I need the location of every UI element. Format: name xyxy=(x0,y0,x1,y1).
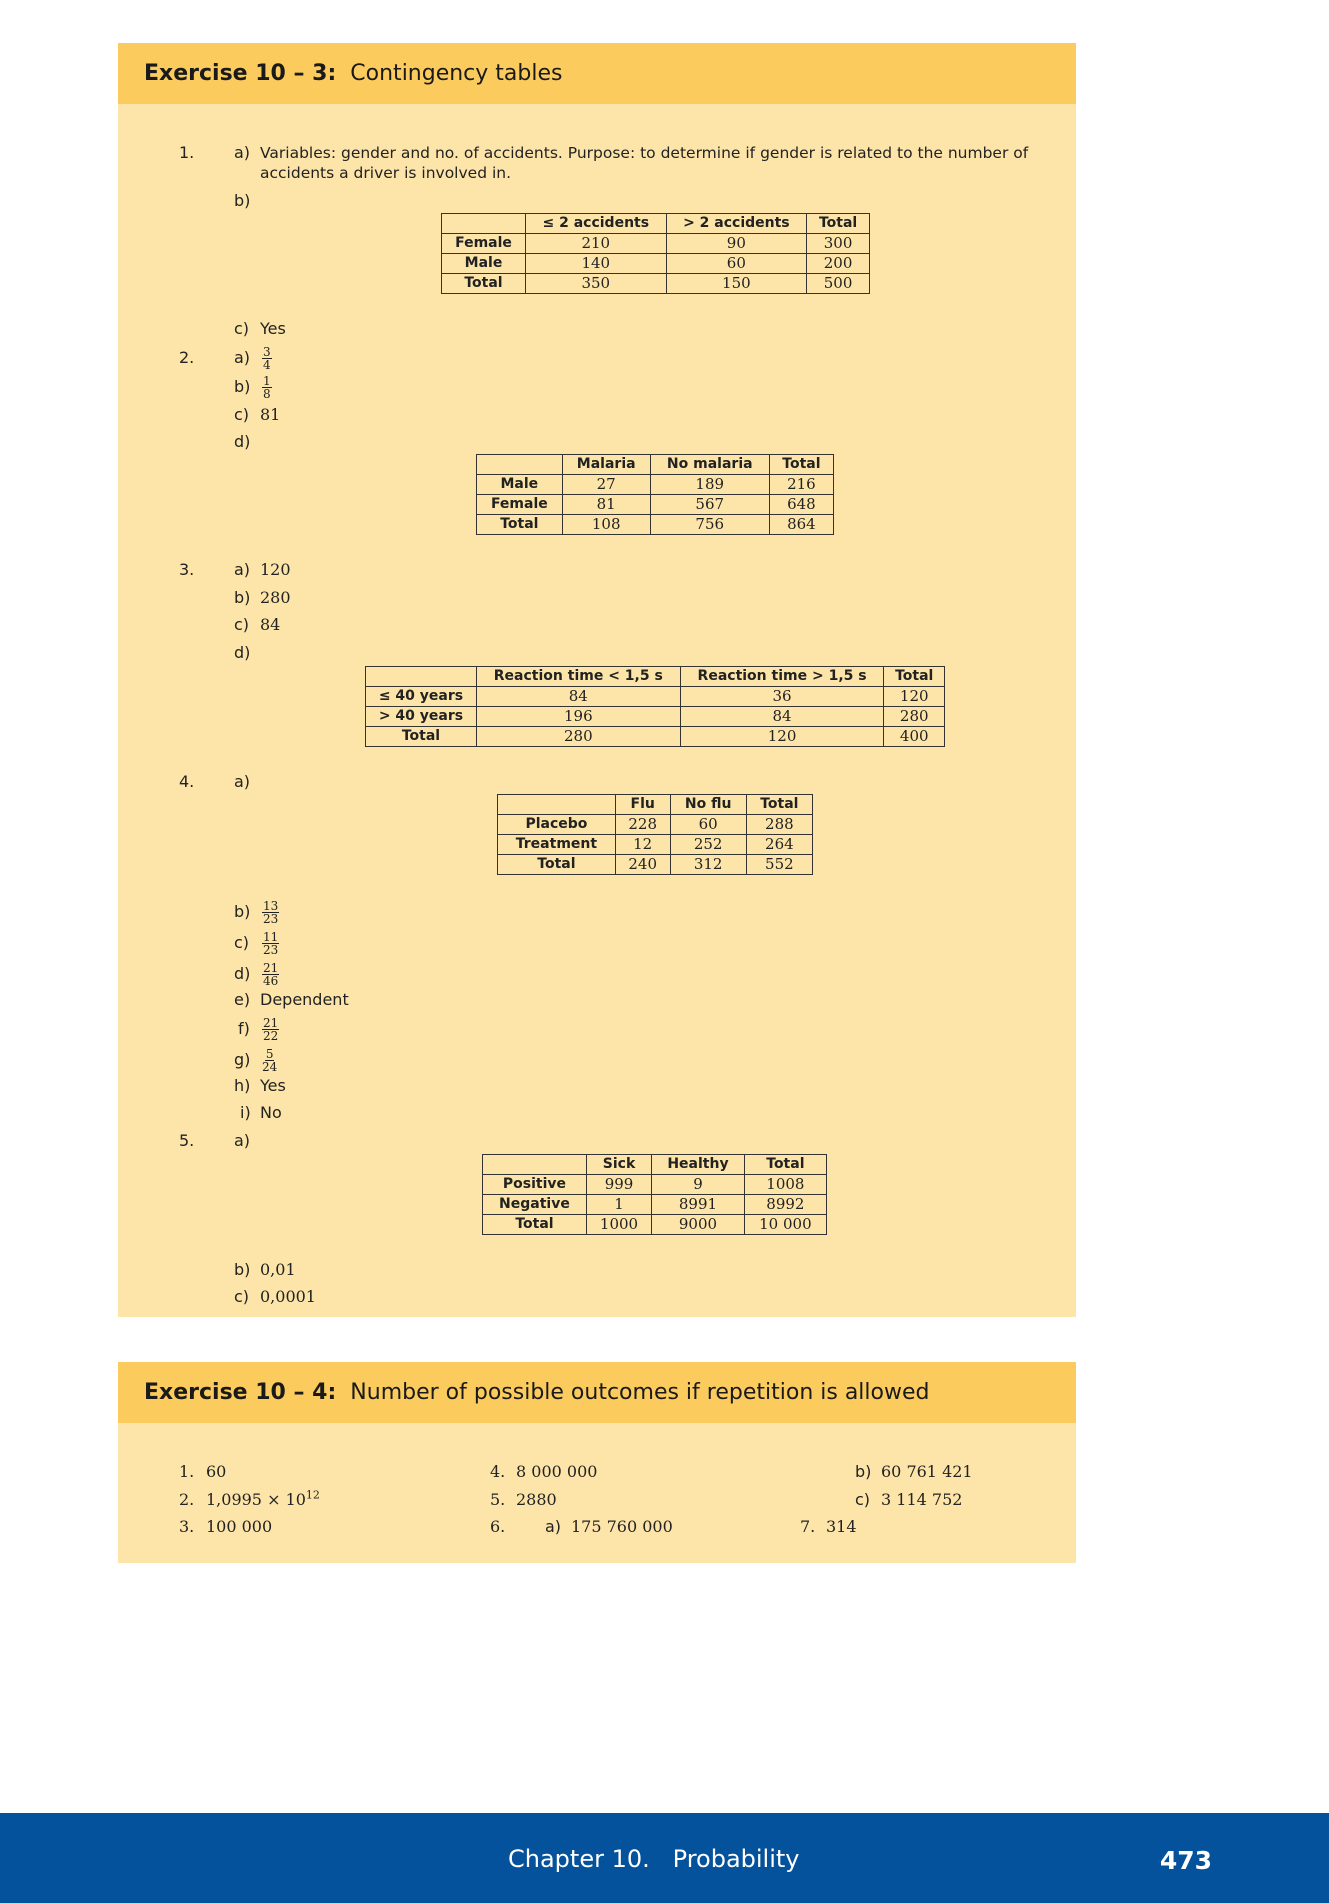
table-row xyxy=(498,795,813,815)
table-cell: 567 xyxy=(650,495,769,515)
q5-b-label: b) xyxy=(234,1260,251,1279)
denominator: 23 xyxy=(263,912,279,926)
column-header: No flu xyxy=(670,795,746,815)
table-cell: 280 xyxy=(884,707,945,727)
ex4-item-7-answer: 314 xyxy=(826,1517,857,1536)
table-cell: 999 xyxy=(586,1175,651,1195)
q4-c-fraction xyxy=(262,931,279,956)
table-row xyxy=(442,234,870,254)
table-row xyxy=(442,274,870,294)
ex4-item-3-number: 3. xyxy=(179,1517,195,1536)
q4-h-label: h) xyxy=(234,1076,251,1095)
row-header: Total xyxy=(442,274,526,294)
numerator: 21 xyxy=(263,1016,279,1030)
q4-b-fraction xyxy=(262,900,279,925)
table-cell: 500 xyxy=(807,274,870,294)
row-header: Positive xyxy=(483,1175,587,1195)
q1-a-label: a) xyxy=(234,143,251,162)
table-cell: 120 xyxy=(680,727,884,747)
exercise-10-4-header xyxy=(118,1362,1076,1423)
ex4-item-4-answer: 8 000 000 xyxy=(516,1462,598,1481)
table-row xyxy=(477,495,834,515)
ex4-item-5-answer: 2880 xyxy=(516,1490,557,1509)
table-cell: 648 xyxy=(769,495,833,515)
q5-b-answer: 0,01 xyxy=(260,1260,296,1279)
denominator: 4 xyxy=(263,358,271,372)
empty-cell xyxy=(498,795,616,815)
column-header: Total xyxy=(769,455,833,475)
q1-number: 1. xyxy=(179,143,195,162)
numerator: 1 xyxy=(263,374,271,388)
ex4-item-6a-answer: 175 760 000 xyxy=(571,1517,673,1536)
ex4-item-3-answer: 100 000 xyxy=(206,1517,273,1536)
q3-a-label: a) xyxy=(234,560,251,579)
empty-cell xyxy=(483,1155,587,1175)
table-row xyxy=(477,455,834,475)
table-cell: 240 xyxy=(615,855,670,875)
table-cell: 228 xyxy=(615,815,670,835)
column-header: Sick xyxy=(586,1155,651,1175)
q2-a-label: a) xyxy=(234,348,251,367)
table-row xyxy=(366,727,945,747)
q5-c-answer: 0,0001 xyxy=(260,1287,316,1306)
row-header: Total xyxy=(498,855,616,875)
q4-i-label: i) xyxy=(240,1103,251,1122)
table-cell: 864 xyxy=(769,515,833,535)
row-header: Total xyxy=(483,1215,587,1235)
q1-contingency-table xyxy=(441,213,870,294)
table-row xyxy=(442,214,870,234)
q4-e-answer: Dependent xyxy=(260,990,349,1009)
table-cell: 36 xyxy=(680,687,884,707)
q3-number: 3. xyxy=(179,560,195,579)
q5-a-label: a) xyxy=(234,1131,251,1150)
q1-c-label: c) xyxy=(234,319,250,338)
denominator: 24 xyxy=(262,1060,278,1074)
ex4-item-2-answer xyxy=(206,1490,320,1510)
q2-b-label: b) xyxy=(234,377,251,396)
row-header: Male xyxy=(477,475,563,495)
q2-b-fraction xyxy=(262,375,272,400)
table-cell: 60 xyxy=(666,254,807,274)
q4-g-label: g) xyxy=(234,1050,251,1069)
q2-c-answer: 81 xyxy=(260,405,281,424)
column-header: Reaction time < 1,5 s xyxy=(476,667,680,687)
ex4-item-1-number: 1. xyxy=(179,1462,195,1481)
table-cell: 264 xyxy=(746,835,812,855)
ex4-item-7-number: 7. xyxy=(800,1517,816,1536)
empty-cell xyxy=(442,214,526,234)
q1-c-answer: Yes xyxy=(260,319,286,338)
ex4-item-2-number: 2. xyxy=(179,1490,195,1509)
table-cell: 1 xyxy=(586,1195,651,1215)
denominator: 8 xyxy=(263,387,271,401)
q4-c-label: c) xyxy=(234,933,250,952)
table-row xyxy=(366,707,945,727)
table-cell: 252 xyxy=(670,835,746,855)
row-header: Treatment xyxy=(498,835,616,855)
table-cell: 189 xyxy=(650,475,769,495)
table-row xyxy=(483,1215,827,1235)
table-row xyxy=(366,687,945,707)
column-header: Reaction time > 1,5 s xyxy=(680,667,884,687)
q4-g-fraction xyxy=(262,1048,277,1073)
table-row xyxy=(498,835,813,855)
row-header: Female xyxy=(477,495,563,515)
table-row xyxy=(477,515,834,535)
q3-b-answer: 280 xyxy=(260,588,291,607)
ex4-item-4-number: 4. xyxy=(490,1462,506,1481)
table-cell: 350 xyxy=(525,274,666,294)
empty-cell xyxy=(477,455,563,475)
exercise-10-3-number: Exercise 10 – 3: xyxy=(144,61,337,86)
table-cell: 1000 xyxy=(586,1215,651,1235)
denominator: 46 xyxy=(263,974,279,988)
numerator: 5 xyxy=(265,1047,274,1061)
page-number: 473 xyxy=(1159,1846,1212,1875)
table-cell: 216 xyxy=(769,475,833,495)
ex4-item-6a-label: a) xyxy=(545,1517,562,1536)
empty-cell xyxy=(366,667,477,687)
table-cell: 400 xyxy=(884,727,945,747)
table-cell: 280 xyxy=(476,727,680,747)
q4-h-answer: Yes xyxy=(260,1076,286,1095)
answer-base: 1,0995 × 10 xyxy=(206,1490,306,1509)
row-header: Female xyxy=(442,234,526,254)
column-header: Total xyxy=(884,667,945,687)
q4-f-label: f) xyxy=(238,1019,250,1038)
q4-e-label: e) xyxy=(234,990,251,1009)
ex4-item-6b-label: b) xyxy=(855,1462,872,1481)
q1-b-label: b) xyxy=(234,191,251,210)
q3-a-answer: 120 xyxy=(260,560,291,579)
table-cell: 27 xyxy=(562,475,650,495)
chapter-title: Chapter 10. Probability xyxy=(508,1845,800,1873)
table-cell: 120 xyxy=(884,687,945,707)
q5-contingency-table xyxy=(482,1154,827,1235)
q4-b-label: b) xyxy=(234,902,251,921)
q4-d-fraction xyxy=(262,962,279,987)
table-row xyxy=(483,1195,827,1215)
q2-number: 2. xyxy=(179,348,195,367)
exercise-10-4-title: Number of possible outcomes if repetition is allowed xyxy=(350,1380,930,1405)
numerator: 11 xyxy=(263,930,279,944)
table-row xyxy=(498,855,813,875)
row-header: > 40 years xyxy=(366,707,477,727)
q3-c-answer: 84 xyxy=(260,615,281,634)
q5-c-label: c) xyxy=(234,1287,250,1306)
numerator: 3 xyxy=(263,345,271,359)
ex4-item-6b-answer: 60 761 421 xyxy=(881,1462,973,1481)
table-row xyxy=(498,815,813,835)
q2-c-label: c) xyxy=(234,405,250,424)
denominator: 22 xyxy=(263,1029,279,1043)
table-cell: 140 xyxy=(525,254,666,274)
table-cell: 84 xyxy=(476,687,680,707)
table-cell: 81 xyxy=(562,495,650,515)
table-cell: 9 xyxy=(652,1175,745,1195)
q4-d-label: d) xyxy=(234,964,251,983)
table-cell: 756 xyxy=(650,515,769,535)
row-header: Total xyxy=(477,515,563,535)
numerator: 21 xyxy=(263,961,279,975)
table-cell: 108 xyxy=(562,515,650,535)
ex4-item-6-number: 6. xyxy=(490,1517,506,1536)
column-header: Total xyxy=(744,1155,826,1175)
q3-contingency-table xyxy=(365,666,945,747)
table-row xyxy=(477,475,834,495)
q2-d-label: d) xyxy=(234,432,251,451)
table-cell: 300 xyxy=(807,234,870,254)
table-row xyxy=(483,1155,827,1175)
exercise-10-3-title: Contingency tables xyxy=(350,61,563,86)
column-header: Healthy xyxy=(652,1155,745,1175)
ex4-item-5-number: 5. xyxy=(490,1490,506,1509)
table-cell: 200 xyxy=(807,254,870,274)
ex4-item-6c-label: c) xyxy=(855,1490,871,1509)
table-row xyxy=(483,1175,827,1195)
column-header: ≤ 2 accidents xyxy=(525,214,666,234)
ex4-item-1-answer: 60 xyxy=(206,1462,227,1481)
ex4-item-6c-answer: 3 114 752 xyxy=(881,1490,963,1509)
table-cell: 288 xyxy=(746,815,812,835)
numerator: 13 xyxy=(263,899,279,913)
table-cell: 90 xyxy=(666,234,807,254)
q4-contingency-table xyxy=(497,794,813,875)
table-cell: 552 xyxy=(746,855,812,875)
row-header: ≤ 40 years xyxy=(366,687,477,707)
row-header: Negative xyxy=(483,1195,587,1215)
column-header: Flu xyxy=(615,795,670,815)
denominator: 23 xyxy=(263,943,279,957)
table-cell: 1008 xyxy=(744,1175,826,1195)
answer-exponent: 12 xyxy=(305,1488,320,1502)
q3-b-label: b) xyxy=(234,588,251,607)
q1-a-text-line1: Variables: gender and no. of accidents. Purpose: to determine if gender is related to the number of xyxy=(260,144,1029,162)
exercise-10-4-number: Exercise 10 – 4: xyxy=(144,1380,337,1405)
table-cell: 10 000 xyxy=(744,1215,826,1235)
row-header: Total xyxy=(366,727,477,747)
table-row xyxy=(442,254,870,274)
q4-number: 4. xyxy=(179,772,195,791)
q3-c-label: c) xyxy=(234,615,250,634)
table-cell: 312 xyxy=(670,855,746,875)
q4-a-label: a) xyxy=(234,772,251,791)
table-cell: 8992 xyxy=(744,1195,826,1215)
q5-number: 5. xyxy=(179,1131,195,1150)
q1-a-text-line2: accidents a driver is involved in. xyxy=(260,164,512,182)
table-cell: 12 xyxy=(615,835,670,855)
exercise-10-3-header xyxy=(118,43,1076,104)
row-header: Male xyxy=(442,254,526,274)
table-cell: 9000 xyxy=(652,1215,745,1235)
column-header: > 2 accidents xyxy=(666,214,807,234)
q2-contingency-table xyxy=(476,454,834,535)
table-cell: 196 xyxy=(476,707,680,727)
table-row xyxy=(366,667,945,687)
q3-d-label: d) xyxy=(234,643,251,662)
row-header: Placebo xyxy=(498,815,616,835)
column-header: Total xyxy=(746,795,812,815)
column-header: Total xyxy=(807,214,870,234)
table-cell: 60 xyxy=(670,815,746,835)
q4-i-answer: No xyxy=(260,1103,282,1122)
q4-f-fraction xyxy=(262,1017,279,1042)
table-cell: 8991 xyxy=(652,1195,745,1215)
column-header: Malaria xyxy=(562,455,650,475)
table-cell: 210 xyxy=(525,234,666,254)
table-cell: 150 xyxy=(666,274,807,294)
column-header: No malaria xyxy=(650,455,769,475)
table-cell: 84 xyxy=(680,707,884,727)
q2-a-fraction xyxy=(262,346,272,371)
